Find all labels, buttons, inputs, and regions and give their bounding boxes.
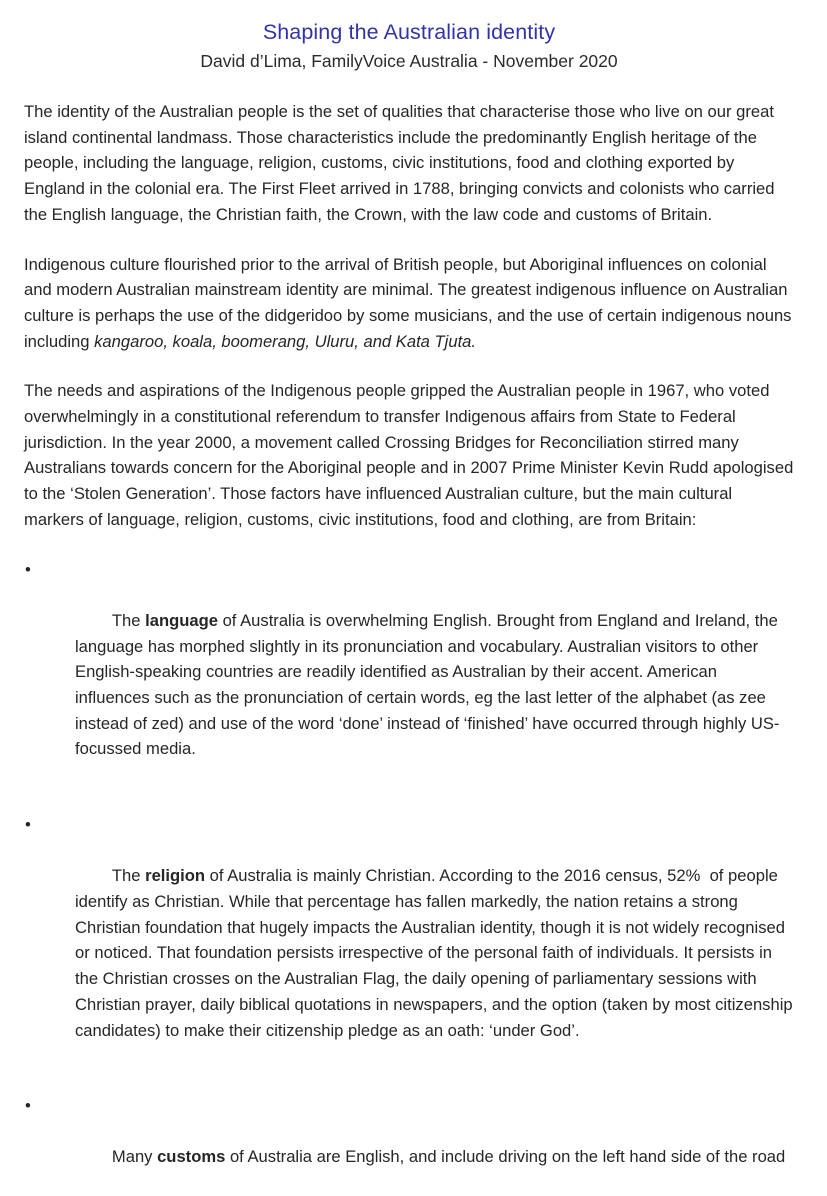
list-item-text [75, 866, 797, 1039]
bullet-point-icon: • [25, 814, 31, 834]
paragraph-spacer [24, 228, 794, 252]
list-item-text [75, 611, 782, 759]
emphasis-bold: religion [145, 866, 206, 886]
text-run: The identity of the Australian people is the set of qualities that characterise those who live on our great island continental landmass. Those characteristics include the predominantly English heritage of the people, including the language, religion, customs, civic institutions, food and clothing exported by England in the colonial era. The First Fleet arrived in 1788, bringing convicts and colonists who carried the English language, the Christian faith, the Crown, with the law code and customs of Britain. [24, 102, 780, 224]
title-body-spacer [24, 73, 794, 99]
paragraph-spacer [24, 354, 794, 378]
bullet-point-icon: • [25, 1095, 31, 1115]
emphasis-bold: language [145, 610, 218, 630]
bullet-point-icon: • [25, 559, 31, 579]
text-run: of Australia is mainly Christian. According to the 2016 census, 52% of people identify as Christian. While that percentage has fallen markedly, the nation retains a strong Christian foundation that hugely impacts the Australian identity, though it is not widely recognised or noticed. That foundation persists irrespective of the personal faith of individuals. It persists in the Christian crosses on the Australian Flag, the daily opening of parliamentary sessions with Christian prayer, daily biblical quotations in newspapers, and the option (taken by most citizenship candidates) to make their citizenship pledge as an oath: ‘under God’. [75, 866, 798, 1040]
list-item [24, 812, 798, 1069]
emphasis-italic: kangaroo, koala, boomerang, Uluru, and Kata Tjuta. [94, 331, 477, 351]
list-item-spacer [24, 788, 794, 812]
document-body [24, 0, 798, 1196]
emphasis-bold: customs [157, 1147, 226, 1167]
paragraph-referendum [24, 378, 798, 532]
text-run: The needs and aspirations of the Indigenous people gripped the Australian people in 1967, who voted overwhelmingly in a constitutional referendum to transfer Indigenous affairs from State to Federal jurisdiction. In the year 2000, a movement called Crossing Bridges for Reconciliation stirred many Australians towards concern for the Aboriginal people and in 2007 Prime Minister Kevin Rudd apologised to the ‘Stolen Generation’. Those factors have influenced Australian culture, but the main cultural markers of language, religion, customs, civic institutions, food and clothing, are from Britain: [24, 381, 798, 529]
text-run: of Australia is overwhelming English. Brought from England and Ireland, the language has morphed slightly in its pronunciation and vocabulary. Australian visitors to other English-speaking countries are readily identified as Australian by their accent. American influences such as the pronunciation of certain words, eg the last letter of the alphabet (as zee instead of zed) and use of the word ‘done’ instead of ‘finished’ have occurred through highly US-focussed media. [75, 610, 783, 759]
paragraph-spacer [24, 533, 794, 557]
text-run: Indigenous culture flourished prior to the arrival of British people, but Aboriginal influences on colonial and modern Australian mainstream identity are minimal. The greatest indigenous influence on Australian culture is perhaps the use of the didgeridoo by some musicians, and the use of certain indigenous nouns including [24, 254, 797, 351]
list-item-text [112, 1147, 785, 1166]
paragraph-identity [24, 99, 794, 228]
text-run: Many [111, 1147, 158, 1167]
paragraph-indigenous [24, 252, 797, 355]
list-item-spacer [24, 1069, 794, 1093]
page-title: Shaping the Australian identity [262, 20, 556, 44]
text-run: The [111, 866, 146, 886]
text-run: of Australia are English, and include driving on the left hand side of the road [225, 1147, 786, 1167]
text-run: The [111, 610, 146, 630]
list-item [24, 1093, 794, 1196]
cultural-markers-list [24, 557, 798, 1196]
list-item [24, 557, 794, 788]
page-subtitle: David d’Lima, FamilyVoice Australia - November 2020 [200, 51, 618, 71]
